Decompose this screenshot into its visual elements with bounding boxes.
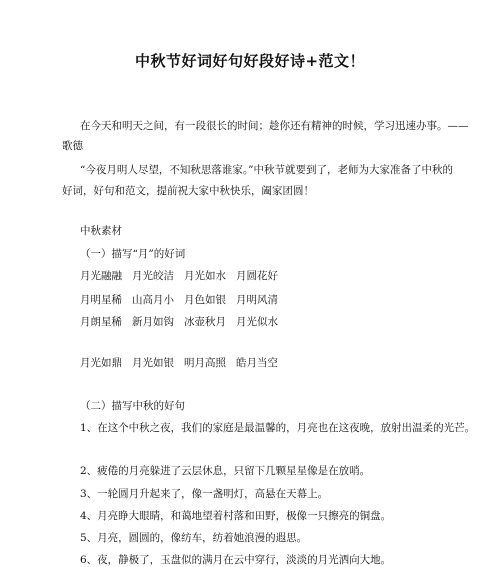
term: 月光如银: [132, 357, 174, 369]
term-row: [80, 355, 288, 370]
term-row: [80, 314, 288, 329]
sentence: 3、一轮圆月升起来了，像一盏明灯，高悬在天幕上。: [80, 488, 329, 500]
sentence: 4、月亮睁大眼睛，和蔼地望着村落和田野，极像一只擦亮的铜盘。: [80, 510, 392, 522]
sentence: 1、在这个中秋之夜，我们的家庭是最温馨的，月亮也在这夜晚，放射出温柔的光芒。: [80, 422, 476, 434]
term: 月圆花好: [236, 270, 278, 282]
document-title: 中秋节好词好句好段好诗+范文！: [134, 52, 366, 70]
sentence: 2、疲倦的月亮躲进了云层休息，只留下几颗星星像是在放哨。: [80, 465, 371, 477]
term: 月光似水: [236, 316, 278, 328]
sentence: 5、月亮，圆圆的，像纺车，纺着她浪漫的遐思。: [80, 532, 308, 544]
sub-heading: （一）描写“月”的好词: [80, 248, 186, 260]
term: 月色如银: [184, 294, 226, 306]
term: 月朗星稀: [80, 316, 122, 328]
term: 明月高照: [184, 357, 226, 369]
term: 月明风清: [236, 294, 278, 306]
term: 皓月当空: [236, 357, 278, 369]
term: 月光融融: [80, 270, 122, 282]
term: 山高月小: [132, 294, 174, 306]
term: 月明星稀: [80, 294, 122, 306]
term-row: [80, 268, 288, 283]
term: 月光皎洁: [132, 270, 174, 282]
intro-line: 在今天和明天之间，有一段很长的时间；趁你还有精神的时候，学习迅速办事。——: [80, 120, 469, 132]
term-row: [80, 292, 288, 307]
section-heading: 中秋素材: [80, 225, 122, 237]
intro-line: “今夜月明人尽望，不知秋思落谁家。”中秋节就要到了，老师为大家准备了中秋的: [80, 164, 453, 176]
term: 新月如钩: [132, 316, 174, 328]
sentence: 6、夜，静极了，玉盘似的满月在云中穿行，淡淡的月光洒向大地。: [80, 554, 392, 566]
term: 月光如鼎: [80, 357, 122, 369]
intro-line: 好词，好句和范文，提前祝大家中秋快乐，阖家团圆！: [62, 185, 314, 197]
sub-heading: （二）描写中秋的好句: [80, 400, 185, 412]
term: 冰壶秋月: [184, 316, 226, 328]
term: 月光如水: [184, 270, 226, 282]
intro-line: 歌德: [62, 140, 83, 152]
